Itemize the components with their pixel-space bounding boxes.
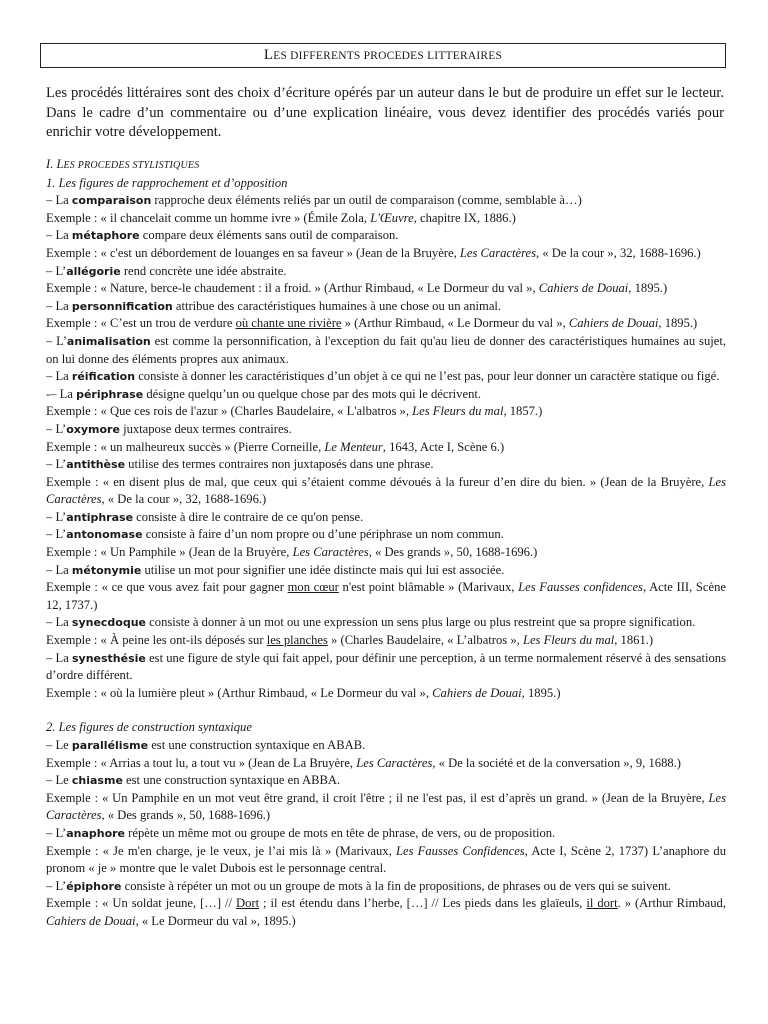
definition-periphrase: -– La périphrase désigne quelqu’un ou quelque chose par des mots qui le décrivent. [46, 386, 482, 401]
subsection-heading: 2. Les figures de construction syntaxique [46, 720, 252, 735]
example-personnification: Exemple : « C’est un trou de verdure où chante une rivière » (Arthur Rimbaud, « Le Dormeur du val », Cahiers de Douai, 1895.) [46, 316, 698, 331]
section-heading: I. LES PROCEDES STYLISTIQUES [46, 157, 200, 171]
example-oxymore: Exemple : « un malheureux succès » (Pierre Corneille, Le Menteur, 1643, Acte I, Scène 6.) [46, 439, 505, 454]
term: antiphrase [66, 510, 134, 524]
term: synecdoque [71, 616, 147, 630]
term: antithèse [66, 458, 126, 472]
example-parallelisme: Exemple : « Arrias a tout lu, a tout vu » (Jean de La Bruyère, Les Caractères, « De la société et de la conversation », 9, 1688.) [46, 755, 682, 770]
definition-animalisation: – L’animalisation est comme la personnification, à l'exception du fait qu'au lieu de donner des caractéristiques humaines au sujet, on lui donne des éléments propres aux animaux. [46, 333, 726, 366]
term: oxymore [66, 422, 120, 436]
example-metonymie: Exemple : « ce que vous avez fait pour gagner mon cœur n'est point blâmable » (Marivaux, Les Fausses confidences, Acte III, Scène 12, 1737.) [46, 580, 726, 612]
example-anaphore: Exemple : « Je m'en charge, je le veux, je l’ai mis là » (Marivaux, Les Fausses Confidences, Acte I, Scène 2, 1737) L’anaphore du pronom « je » montre que le valet Dubois est le personnage central. [46, 843, 726, 876]
term: anaphore [66, 826, 126, 840]
example-antithese: Exemple : « en disent plus de mal, que ceux qui s’étaient comme dévoués à la fureur d’en dire du bien. » (Jean de la Bruyère, Les Caractères, « De la cour », 32, 1688-1696.) [46, 474, 726, 507]
definition-anaphore: – L’anaphore répète un même mot ou groupe de mots en tête de phrase, de vers, ou de proposition. [46, 825, 556, 840]
definition-allegorie: – L’allégorie rend concrète une idée abstraite. [46, 263, 287, 278]
example-allegorie: Exemple : « Nature, berce-le chaudement : il a froid. » (Arthur Rimbaud, « Le Dormeur du val », Cahiers de Douai, 1895.) [46, 281, 668, 296]
definition-personnification: – La personnification attribue des caractéristiques humaines à une chose ou un animal. [46, 298, 502, 313]
term: réification [71, 370, 136, 384]
subsection-heading: 1. Les figures de rapprochement et d’opposition [46, 175, 288, 190]
definition-antiphrase: – L’antiphrase consiste à dire le contraire de ce qu'on pense. [46, 509, 364, 524]
term: personnification [71, 299, 173, 313]
example-metaphore: Exemple : « c'est un débordement de louanges en sa faveur » (Jean de la Bruyère, Les Caractères, « De la cour », 32, 1688-1696.) [46, 245, 701, 260]
term: périphrase [76, 387, 144, 401]
definition-metonymie: – La métonymie utilise un mot pour signifier une idée distincte mais qui lui est associée. [46, 562, 505, 577]
term: métaphore [71, 229, 140, 243]
definition-antonomase: – L’antonomase consiste à faire d’un nom propre ou d’une périphrase un nom commun. [46, 527, 504, 542]
term: antonomase [66, 528, 143, 542]
definition-synesthesie: – La synesthésie est une figure de style qui fait appel, pour définir une perception, à un terme normalement réservé à des sensations d’ordre différent. [46, 650, 726, 683]
document-body [46, 156, 726, 931]
section-spacer [46, 702, 726, 719]
term: épiphore [66, 879, 122, 893]
example-comparaison: Exemple : « il chancelait comme un homme ivre » (Émile Zola, L'Œuvre, chapitre IX, 1886.) [46, 210, 516, 225]
example-epiphore: Exemple : « Un soldat jeune, […] // Dort ; il est étendu dans l’herbe, […] // Les pieds dans les glaïeuls, il dort. » (Arthur Rimbaud, Cahiers de Douai, « Le Dormeur du val », 1895.) [46, 896, 726, 928]
term: métonymie [71, 563, 142, 577]
term: chiasme [71, 774, 123, 788]
definition-parallelisme: – Le parallélisme est une construction syntaxique en ABAB. [46, 738, 366, 752]
definition-epiphore: – L’épiphore consiste à répéter un mot ou un groupe de mots à la fin de propositions, de phrases ou de vers qui se suivent. [46, 878, 671, 893]
term: parallélisme [71, 739, 149, 752]
definition-chiasme: – Le chiasme est une construction syntaxique en ABBA. [46, 773, 341, 788]
term: allégorie [66, 264, 121, 278]
example-chiasme: Exemple : « Un Pamphile en un mot veut être grand, il croit l'être ; il ne l'est pas, il est d’après un grand. » (Jean de la Bruyère, Les Caractères, « Des grands », 50, 1688-1696.) [46, 790, 726, 823]
example-synecdoque: Exemple : « À peine les ont-ils déposés sur les planches » (Charles Baudelaire, « L’albatros », Les Fleurs du mal, 1861.) [46, 633, 654, 648]
term: synesthésie [71, 651, 146, 665]
intro-paragraph: Les procédés littéraires sont des choix d’écriture opérés par un auteur dans le but de produire un effet sur le lecteur. Dans le cadre d’un commentaire ou d’une explication linéaire, vous devez identifier des procédés variés pour enrichir votre développement. [46, 85, 724, 140]
term: comparaison [71, 194, 152, 208]
example-synesthesie: Exemple : « où la lumière pleut » (Arthur Rimbaud, « Le Dormeur du val », Cahiers de Douai, 1895.) [46, 685, 561, 700]
definition-reification: – La réification consiste à donner les caractéristiques d’un objet à ce qui ne l’est pas, pour leur donner un caractère statique ou figé. [46, 369, 720, 384]
definition-metaphore: – La métaphore compare deux éléments sans outil de comparaison. [46, 228, 399, 243]
definition-antithese: – L’antithèse utilise des termes contraires non juxtaposés dans une phrase. [46, 457, 434, 472]
example-periphrase: Exemple : « Que ces rois de l'azur » (Charles Baudelaire, « L'albatros », Les Fleurs du mal, 1857.) [46, 404, 543, 419]
term: animalisation [66, 334, 151, 348]
definition-comparaison: – La comparaison rapproche deux éléments reliés par un outil de comparaison (comme, semblable à…) [46, 193, 582, 208]
definition-synecdoque: – La synecdoque consiste à donner à un mot ou une expression un sens plus large ou plus restreint que sa propre signification. [46, 615, 696, 630]
example-antonomase: Exemple : « Un Pamphile » (Jean de la Bruyère, Les Caractères, « Des grands », 50, 1688-1696.) [46, 545, 538, 560]
page-title: LES DIFFERENTS PROCEDES LITTERAIRES [40, 43, 726, 68]
definition-oxymore: – L’oxymore juxtapose deux termes contraires. [46, 421, 292, 436]
